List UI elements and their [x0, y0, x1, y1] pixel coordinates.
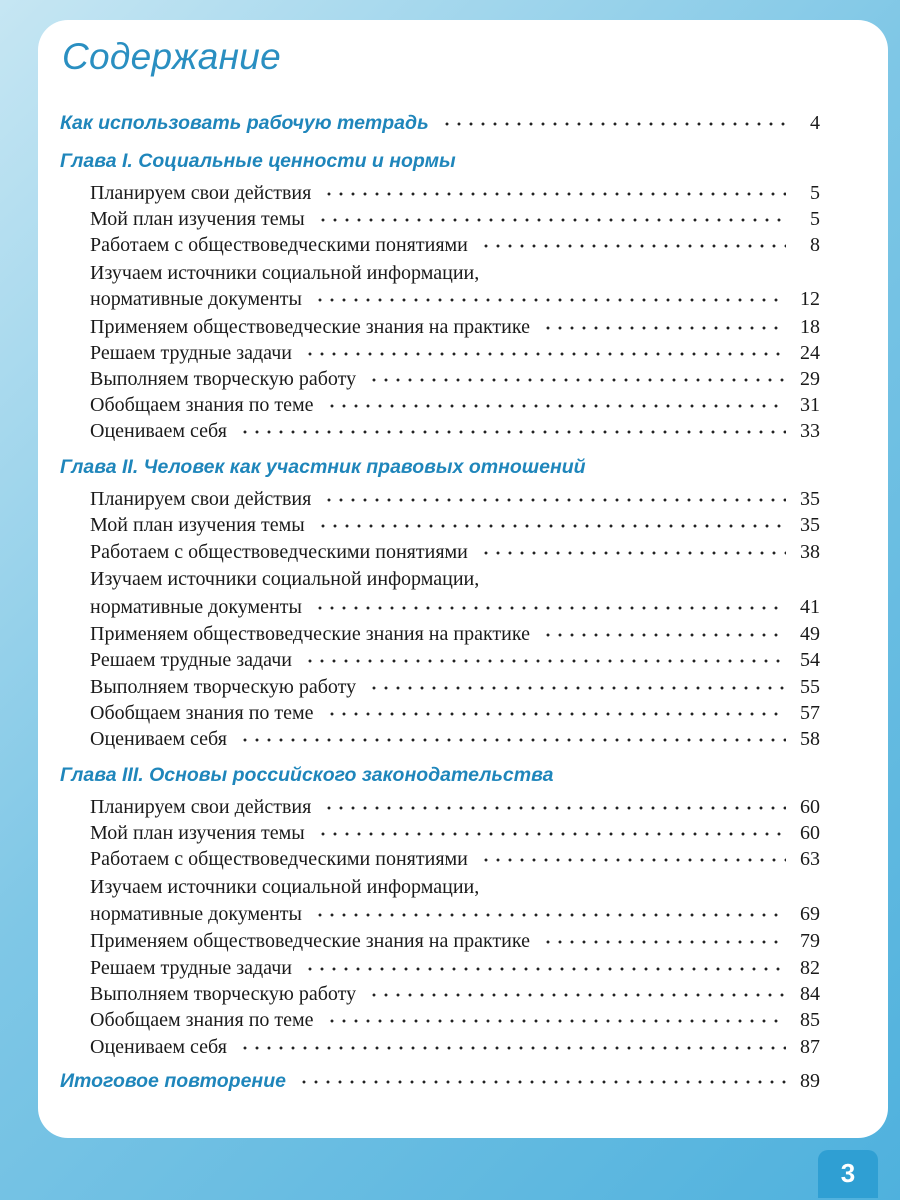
toc-entry-final[interactable] — [0, 1068, 900, 1094]
dot-leader — [317, 524, 786, 528]
dot-leader — [480, 858, 786, 862]
toc-page-number: 89 — [800, 1070, 820, 1092]
chapter-1-heading[interactable]: Глава I. Социальные ценности и нормы — [60, 150, 456, 172]
toc-entry[interactable]: Планируем свои действия 60 — [90, 796, 820, 818]
chapter-2-heading[interactable]: Глава II. Человек как участник правовых отношений — [60, 456, 586, 478]
toc-page-number: 49 — [800, 623, 820, 645]
toc-page-number: 69 — [800, 903, 820, 925]
toc-entry[interactable]: Оцениваем себя 58 — [90, 728, 820, 750]
toc-entry[interactable]: Применяем обществоведческие знания на практике 49 — [90, 623, 820, 645]
dot-leader — [304, 352, 786, 356]
toc-entry[interactable]: Обобщаем знания по теме 31 — [90, 394, 820, 416]
dot-leader — [542, 633, 786, 637]
toc-entry[interactable]: нормативные документы 69 — [90, 903, 820, 925]
toc-entry[interactable]: Мой план изучения темы 60 — [90, 822, 820, 844]
dot-leader — [441, 122, 786, 126]
toc-page-number: 29 — [800, 368, 820, 390]
dot-leader — [368, 686, 786, 690]
toc-page-number: 24 — [800, 342, 820, 364]
page-title: Содержание — [62, 36, 282, 77]
toc-entry[interactable]: Работаем с обществоведческими понятиями 8 — [90, 234, 820, 256]
toc-entry-intro[interactable] — [0, 110, 900, 136]
toc-entry-line1[interactable]: Изучаем источники социальной информации, — [90, 262, 480, 284]
toc-entry[interactable]: Оцениваем себя 87 — [90, 1036, 820, 1058]
toc-page-number: 55 — [800, 676, 820, 698]
dot-leader — [239, 430, 786, 434]
page-number-badge — [818, 1150, 878, 1198]
dot-leader — [480, 551, 786, 555]
dot-leader — [323, 806, 786, 810]
toc-entry[interactable]: Мой план изучения темы 5 — [90, 208, 820, 230]
toc-page-number: 18 — [800, 316, 820, 338]
dot-leader — [304, 967, 786, 971]
toc-entry[interactable]: Решаем трудные задачи 54 — [90, 649, 820, 671]
chapter-3-heading[interactable]: Глава III. Основы российского законодательства — [60, 764, 554, 786]
toc-page-number: 57 — [800, 702, 820, 724]
dot-leader — [317, 832, 786, 836]
dot-leader — [368, 993, 786, 997]
toc-page-number: 82 — [800, 957, 820, 979]
dot-leader — [326, 404, 786, 408]
toc-page-number: 31 — [800, 394, 820, 416]
toc-entry[interactable]: Планируем свои действия 35 — [90, 488, 820, 510]
dot-leader — [323, 498, 786, 502]
toc-page-number: 4 — [810, 112, 820, 134]
dot-leader — [314, 913, 786, 917]
toc-entry[interactable]: Выполняем творческую работу 55 — [90, 676, 820, 698]
toc-page-number: 5 — [810, 182, 820, 204]
toc-entry[interactable]: Мой план изучения темы 35 — [90, 514, 820, 536]
toc-page-number: 8 — [810, 234, 820, 256]
toc-page-number: 35 — [800, 488, 820, 510]
dot-leader — [368, 378, 786, 382]
page-number: 3 — [840, 1158, 856, 1188]
toc-page-number: 5 — [810, 208, 820, 230]
toc-page-number: 63 — [800, 848, 820, 870]
dot-leader — [326, 712, 786, 716]
toc-entry[interactable]: Работаем с обществоведческими понятиями 38 — [90, 541, 820, 563]
toc-entry[interactable]: Обобщаем знания по теме 57 — [90, 702, 820, 724]
toc-entry[interactable]: Применяем обществоведческие знания на практике 18 — [90, 316, 820, 338]
toc-entry[interactable]: нормативные документы 12 — [90, 288, 820, 310]
toc-entry-line1[interactable]: Изучаем источники социальной информации, — [90, 876, 480, 898]
toc-entry[interactable]: Применяем обществоведческие знания на практике 79 — [90, 930, 820, 952]
dot-leader — [314, 606, 786, 610]
toc-entry[interactable]: Решаем трудные задачи 82 — [90, 957, 820, 979]
toc-page-number: 60 — [800, 822, 820, 844]
dot-leader — [323, 192, 786, 196]
dot-leader — [317, 218, 786, 222]
toc-page-number: 60 — [800, 796, 820, 818]
toc-entry[interactable]: Оцениваем себя 33 — [90, 420, 820, 442]
toc-page-number: 12 — [800, 288, 820, 310]
dot-leader — [542, 326, 786, 330]
dot-leader — [326, 1019, 786, 1023]
dot-leader — [480, 244, 786, 248]
toc-entry[interactable]: Выполняем творческую работу 29 — [90, 368, 820, 390]
toc-entry-label: Итоговое повторение — [60, 1070, 286, 1092]
toc-entry[interactable]: Работаем с обществоведческими понятиями 63 — [90, 848, 820, 870]
toc-page-number: 85 — [800, 1009, 820, 1031]
dot-leader — [298, 1080, 786, 1084]
toc-entry[interactable]: Обобщаем знания по теме 85 — [90, 1009, 820, 1031]
toc-page-number: 35 — [800, 514, 820, 536]
toc-entry-line1[interactable]: Изучаем источники социальной информации, — [90, 568, 480, 590]
toc-page-number: 79 — [800, 930, 820, 952]
toc-page-number: 84 — [800, 983, 820, 1005]
toc-entry[interactable]: Планируем свои действия 5 — [90, 182, 820, 204]
toc-entry[interactable]: Решаем трудные задачи 24 — [90, 342, 820, 364]
dot-leader — [239, 738, 786, 742]
dot-leader — [239, 1046, 786, 1050]
toc-entry[interactable]: нормативные документы 41 — [90, 596, 820, 618]
dot-leader — [314, 298, 786, 302]
toc-entry[interactable]: Выполняем творческую работу 84 — [90, 983, 820, 1005]
toc-page-number: 87 — [800, 1036, 820, 1058]
toc-entry-label: Как использовать рабочую тетрадь — [60, 112, 429, 134]
toc-page-number: 38 — [800, 541, 820, 563]
toc-page-number: 41 — [800, 596, 820, 618]
dot-leader — [304, 659, 786, 663]
toc-page-number: 58 — [800, 728, 820, 750]
dot-leader — [542, 940, 786, 944]
toc-page-number: 33 — [800, 420, 820, 442]
toc-page-number: 54 — [800, 649, 820, 671]
